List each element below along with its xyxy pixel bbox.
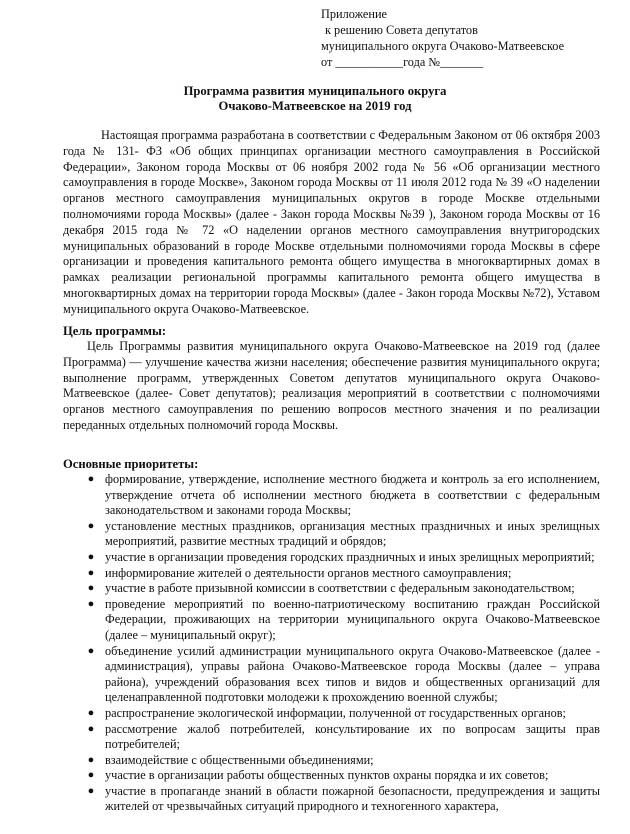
appendix-line-3: муниципального округа Очаково-Матвеевское [321,39,565,53]
bullet-icon: ● [87,753,95,766]
goal-paragraph: Цель Программы развития муниципального округа Очаково-Матвеевское на 2019 год (далее Программа) — улучшение качества жизни населения; обеспечение развития муниципального округа; выполнение программ, утвержденных Советом депутатов муниципального округа Очаково-Матвеевское (далее- Совет депутатов); реализация мероприятий в соответствии с полномочиями органов местного самоуправления по решению вопросов местного значения и по реализации переданных отдельных полномочий города Москвы. [63,339,600,432]
list-item-text: участие в организации работы общественных пунктов охраны порядка и их советов; [105,768,549,783]
list-item-text: формирование, утверждение, исполнение местного бюджета и контроль за его исполнением, утверждение отчета об исполнении местного бюджета в соответствии с федеральным законодательством и законами города Москвы; [105,472,600,518]
bullet-icon: ● [87,769,95,782]
list-item-text: рассмотрение жалоб потребителей, консультирование их по вопросам защиты прав потребителей; [105,721,600,752]
appendix-line-1: Приложение [321,7,387,21]
list-item-text: распространение экологической информации, полученной от государственных органов; [105,705,566,720]
list-item [63,566,600,582]
list-item [63,644,600,706]
bullet-icon: ● [87,644,95,657]
list-item-text: проведение мероприятий по военно-патриотическому воспитанию граждан Российской Федерации, проживающих на территории муниципального округа Очаково-Матвеевское (далее – муниципальный округ); [105,596,600,642]
list-item-text: объединение усилий администрации муниципального округа Очаково-Матвеевское (далее - администрация), управы района Очаково-Матвеевское города Москвы (далее – управа района), учреждений образования всех типов и видов и общественных организаций для целенаправленной подготовки молодежи к прохождению военной службы; [105,643,600,705]
list-item-text: участие в работе призывной комиссии в соответствии с федеральным законодательством; [105,581,575,596]
list-item [63,784,600,815]
list-item-text: участие в организации проведения городских праздничных и иных зрелищных мероприятий; [105,549,595,564]
bullet-icon: ● [87,784,95,797]
bullet-icon: ● [87,473,95,485]
list-item [63,753,600,769]
bullet-icon: ● [87,722,95,735]
intro-paragraph: Настоящая программа разработана в соответствии с Федеральным Законом от 06 октября 2003 года № 131- ФЗ «Об общих принципах организации местного самоуправления в Российской Федерации», Законом города Москвы от 06 ноября 2002 года № 56 «Об организации местного самоуправления в городе Москве», Законом города Москвы от 11 июля 2012 года № 39 «О наделении органов местного самоуправления муниципальных округов в городе Москве отдельными полномочиями города Москвы» (далее - Закон города Москвы №39 ), Законом города Москвы от 16 декабря 2015 года № 72 «О наделении органов местного самоуправления внутригородских муниципальных образований в городе Москве отдельными полномочиями города Москвы в сфере организации и проведения капитального ремонта общего имущества в многоквартирных домах в рамках реализации региональной программы капитального ремонта общего имущества в многоквартирных домах на территории города Москвы» (далее - Закон города Москвы №72), Уставом муниципального округа Очаково-Матвеевское. [63,128,600,316]
list-item [63,722,600,753]
title-line-2: Очаково-Матвеевское на 2019 год [218,99,412,113]
bullet-icon: ● [87,597,95,610]
list-item-text: установление местных праздников, организация местных праздничных и иных зрелищных мероприятий, развитие местных традиций и обрядов; [105,518,600,549]
list-item-text: взаимодействие с общественными объединениями; [105,752,374,767]
priorities-list [63,472,600,815]
list-item-text: участие в пропаганде знаний в области пожарной безопасности, предупреждения и защиты жителей от чрезвычайных ситуаций природного и техногенного характера, [105,783,600,814]
list-item [63,581,600,597]
list-item [63,597,600,644]
bullet-icon: ● [87,550,95,563]
appendix-line-4: от ___________года №_______ [321,55,484,69]
bullet-icon: ● [87,582,95,595]
goal-heading: Цель программы: [63,324,167,338]
bullet-icon: ● [87,706,95,719]
appendix-note [321,6,621,70]
list-item [63,706,600,722]
title-line-1: Программа развития муниципального округа [183,84,447,98]
list-item [63,472,600,519]
list-item [63,768,600,784]
list-item [63,519,600,550]
list-item [63,550,600,566]
bullet-icon: ● [87,566,95,579]
bullet-icon: ● [87,519,95,532]
appendix-line-2: к решению Совета депутатов [325,23,478,37]
document-title [60,84,570,114]
priorities-heading: Основные приоритеты: [63,457,199,471]
list-item-text: информирование жителей о деятельности органов местного самоуправления; [105,565,512,580]
